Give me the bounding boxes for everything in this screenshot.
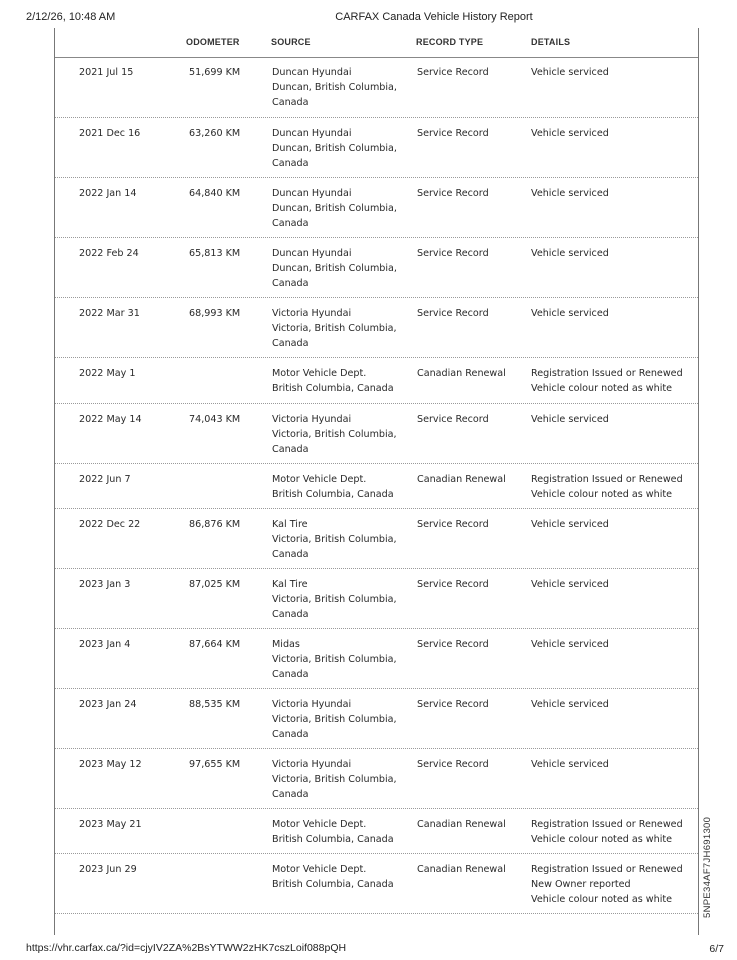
cell-date: 2022 Mar 31 [79, 308, 140, 319]
cell-date: 2022 Jun 7 [79, 474, 131, 485]
cell-odometer: 97,655 KM [189, 759, 241, 770]
history-table [54, 28, 699, 935]
cell-details-line: Vehicle serviced [531, 248, 609, 259]
cell-source-line: Victoria, British Columbia, [272, 654, 397, 665]
cell-details-line: Vehicle serviced [531, 759, 609, 770]
cell-details [531, 757, 691, 772]
cell-details [531, 306, 691, 321]
table-row [55, 118, 698, 178]
cell-odometer: 74,043 KM [189, 414, 241, 425]
table-row [55, 238, 698, 298]
cell-source [272, 306, 412, 351]
cell-details-line: Vehicle serviced [531, 519, 609, 530]
table-body [55, 57, 698, 914]
cell-source [272, 472, 412, 502]
cell-details-line: Vehicle colour noted as white [531, 383, 673, 394]
cell-source [272, 412, 412, 457]
cell-details-line: Vehicle colour noted as white [531, 489, 673, 500]
vin-sidebar: 5NPE34AF7JH691300 [702, 816, 713, 918]
cell-record-type: Canadian Renewal [417, 368, 506, 379]
cell-details-line: Registration Issued or Renewed [531, 819, 683, 830]
cell-source-line: Kal Tire [272, 579, 308, 590]
cell-details [531, 637, 691, 652]
table-row [55, 809, 698, 854]
cell-record-type: Service Record [417, 759, 489, 770]
cell-record-type: Service Record [417, 519, 489, 530]
cell-source [272, 817, 412, 847]
cell-details-line: Vehicle serviced [531, 67, 609, 78]
cell-source-line: Victoria Hyundai [272, 308, 352, 319]
table-row [55, 569, 698, 629]
cell-source-line: British Columbia, Canada [272, 879, 394, 890]
table-row [55, 689, 698, 749]
table-header-row [55, 28, 698, 58]
cell-source-line: Duncan Hyundai [272, 128, 352, 139]
cell-source [272, 577, 412, 622]
cell-source [272, 246, 412, 291]
cell-record-type: Service Record [417, 188, 489, 199]
cell-details [531, 697, 691, 712]
table-row [55, 404, 698, 464]
cell-source-line: Victoria, British Columbia, [272, 323, 397, 334]
cell-source-line: Duncan, British Columbia, [272, 263, 397, 274]
cell-source-line: Victoria Hyundai [272, 414, 352, 425]
cell-record-type: Service Record [417, 699, 489, 710]
cell-source-line: Canada [272, 669, 309, 680]
cell-source [272, 126, 412, 171]
table-row [55, 749, 698, 809]
cell-date: 2023 Jun 29 [79, 864, 137, 875]
cell-details-line: Registration Issued or Renewed [531, 864, 683, 875]
cell-source-line: Victoria Hyundai [272, 699, 352, 710]
cell-source-line: Canada [272, 218, 309, 229]
cell-odometer: 88,535 KM [189, 699, 241, 710]
cell-details [531, 186, 691, 201]
cell-source-line: Duncan Hyundai [272, 248, 352, 259]
cell-date: 2023 Jan 4 [79, 639, 131, 650]
cell-details-line: Registration Issued or Renewed [531, 368, 683, 379]
cell-date: 2023 May 12 [79, 759, 142, 770]
cell-source-line: Motor Vehicle Dept. [272, 864, 367, 875]
table-row [55, 509, 698, 569]
footer-url[interactable]: https://vhr.carfax.ca/?id=cjyIV2ZA%2BsYTWW2zHK7cszLoif088pQH [26, 942, 347, 954]
cell-record-type: Service Record [417, 639, 489, 650]
cell-details-line: Vehicle serviced [531, 639, 609, 650]
cell-details [531, 126, 691, 141]
cell-record-type: Canadian Renewal [417, 864, 506, 875]
cell-details-line: New Owner reported [531, 879, 631, 890]
cell-source-line: British Columbia, Canada [272, 383, 394, 394]
cell-source-line: Duncan, British Columbia, [272, 82, 397, 93]
cell-source [272, 65, 412, 110]
cell-odometer: 51,699 KM [189, 67, 241, 78]
page-number: 6/7 [709, 943, 724, 955]
cell-odometer: 64,840 KM [189, 188, 241, 199]
cell-odometer: 87,025 KM [189, 579, 241, 590]
cell-date: 2022 Feb 24 [79, 248, 139, 259]
table-row [55, 358, 698, 404]
cell-details [531, 246, 691, 261]
cell-odometer: 63,260 KM [189, 128, 241, 139]
cell-source-line: Canada [272, 444, 309, 455]
cell-record-type: Canadian Renewal [417, 474, 506, 485]
cell-date: 2021 Jul 15 [79, 67, 134, 78]
column-header-source: SOURCE [271, 37, 311, 47]
cell-source-line: Canada [272, 789, 309, 800]
cell-source [272, 637, 412, 682]
table-row [55, 629, 698, 689]
cell-details [531, 366, 691, 396]
cell-source-line: Victoria, British Columbia, [272, 594, 397, 605]
cell-record-type: Service Record [417, 579, 489, 590]
cell-details-line: Vehicle serviced [531, 414, 609, 425]
cell-source-line: Duncan, British Columbia, [272, 203, 397, 214]
cell-details [531, 472, 691, 502]
cell-date: 2023 Jan 3 [79, 579, 131, 590]
table-row [55, 854, 698, 914]
cell-details-line: Vehicle serviced [531, 579, 609, 590]
cell-date: 2023 May 21 [79, 819, 142, 830]
table-row [55, 57, 698, 118]
cell-details-line: Vehicle serviced [531, 699, 609, 710]
table-row [55, 178, 698, 238]
cell-record-type: Canadian Renewal [417, 819, 506, 830]
cell-date: 2022 Dec 22 [79, 519, 141, 530]
cell-details-line: Registration Issued or Renewed [531, 474, 683, 485]
cell-source-line: Motor Vehicle Dept. [272, 368, 367, 379]
cell-source [272, 697, 412, 742]
cell-source-line: Canada [272, 158, 309, 169]
cell-details-line: Vehicle colour noted as white [531, 894, 673, 905]
cell-date: 2022 May 14 [79, 414, 142, 425]
column-header-details: DETAILS [531, 37, 571, 47]
cell-record-type: Service Record [417, 67, 489, 78]
cell-source-line: Canada [272, 549, 309, 560]
cell-source-line: Duncan Hyundai [272, 67, 352, 78]
cell-details [531, 577, 691, 592]
cell-source-line: Motor Vehicle Dept. [272, 819, 367, 830]
cell-source-line: Victoria, British Columbia, [272, 534, 397, 545]
cell-source-line: Midas [272, 639, 300, 650]
cell-source-line: Canada [272, 729, 309, 740]
cell-date: 2023 Jan 24 [79, 699, 137, 710]
cell-details [531, 862, 691, 907]
cell-source [272, 186, 412, 231]
cell-date: 2021 Dec 16 [79, 128, 141, 139]
cell-details-line: Vehicle serviced [531, 308, 609, 319]
cell-source [272, 517, 412, 562]
cell-source [272, 862, 412, 892]
cell-source-line: Victoria, British Columbia, [272, 714, 397, 725]
cell-source-line: British Columbia, Canada [272, 834, 394, 845]
table-row [55, 464, 698, 509]
cell-details [531, 412, 691, 427]
cell-details [531, 65, 691, 80]
cell-date: 2022 May 1 [79, 368, 136, 379]
cell-record-type: Service Record [417, 414, 489, 425]
cell-source-line: Duncan Hyundai [272, 188, 352, 199]
cell-record-type: Service Record [417, 248, 489, 259]
cell-odometer: 86,876 KM [189, 519, 241, 530]
column-header-odometer: ODOMETER [186, 37, 240, 47]
column-header-record-type: RECORD TYPE [416, 37, 484, 47]
cell-source-line: Victoria, British Columbia, [272, 774, 397, 785]
cell-record-type: Service Record [417, 308, 489, 319]
cell-details [531, 517, 691, 532]
cell-record-type: Service Record [417, 128, 489, 139]
cell-details-line: Vehicle colour noted as white [531, 834, 673, 845]
cell-source-line: Canada [272, 609, 309, 620]
cell-details-line: Vehicle serviced [531, 128, 609, 139]
cell-source-line: British Columbia, Canada [272, 489, 394, 500]
cell-source-line: Canada [272, 97, 309, 108]
cell-source [272, 757, 412, 802]
cell-date: 2022 Jan 14 [79, 188, 137, 199]
print-datetime: 2/12/26, 10:48 AM [26, 11, 116, 23]
cell-source-line: Victoria, British Columbia, [272, 429, 397, 440]
cell-source-line: Canada [272, 278, 309, 289]
cell-details-line: Vehicle serviced [531, 188, 609, 199]
cell-odometer: 87,664 KM [189, 639, 241, 650]
report-title: CARFAX Canada Vehicle History Report [335, 11, 533, 23]
cell-source-line: Victoria Hyundai [272, 759, 352, 770]
cell-details [531, 817, 691, 847]
cell-odometer: 65,813 KM [189, 248, 241, 259]
cell-odometer: 68,993 KM [189, 308, 241, 319]
cell-source-line: Kal Tire [272, 519, 308, 530]
cell-source-line: Duncan, British Columbia, [272, 143, 397, 154]
cell-source-line: Canada [272, 338, 309, 349]
table-row [55, 298, 698, 358]
cell-source [272, 366, 412, 396]
cell-source-line: Motor Vehicle Dept. [272, 474, 367, 485]
